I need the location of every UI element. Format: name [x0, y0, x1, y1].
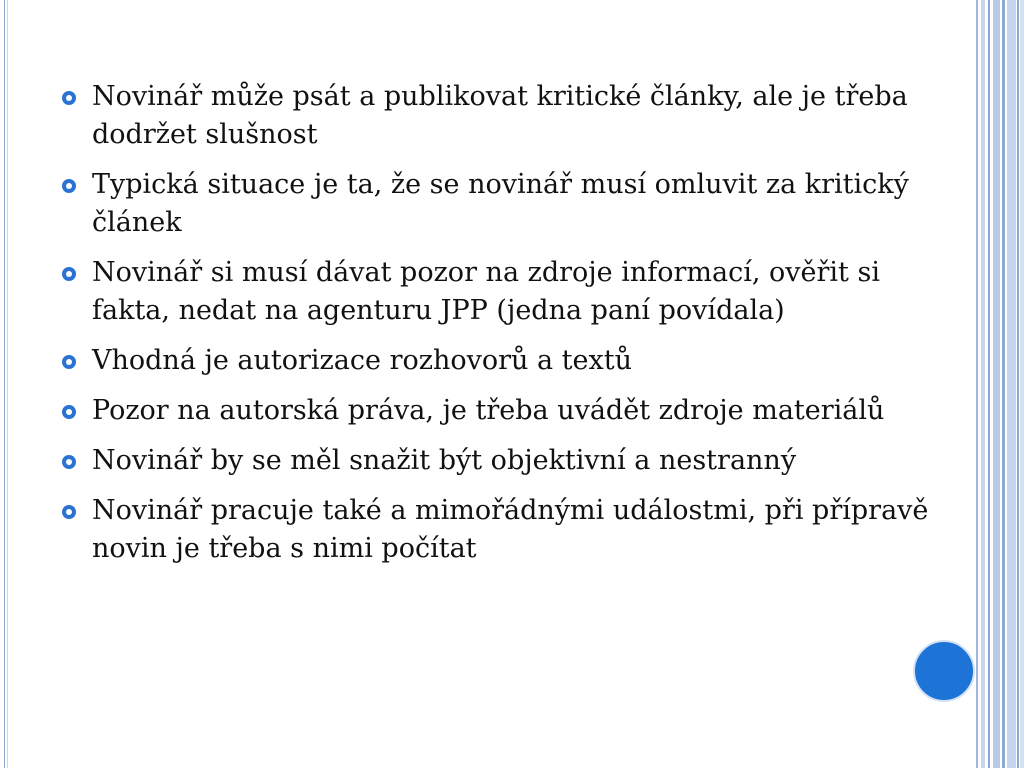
- ring-bullet-icon: [62, 267, 76, 281]
- bullet-text: Novinář může psát a publikovat kritické články, ale je třeba dodržet slušnost: [92, 81, 908, 150]
- right-stripe: [976, 0, 978, 768]
- right-stripe: [1020, 0, 1024, 768]
- bullet-text: Novinář by se měl snažit být objektivní a nestranný: [92, 445, 797, 476]
- bullet-text: Novinář si musí dávat pozor na zdroje informací, ověřit si fakta, nedat na agenturu JPP (jedna paní povídala): [92, 257, 880, 326]
- right-stripe: [1002, 0, 1005, 768]
- ring-bullet-icon: [62, 179, 76, 193]
- bullet-text: Novinář pracuje také a mimořádnými událostmi, při přípravě novin je třeba s nimi počítat: [92, 495, 929, 564]
- ring-bullet-icon: [62, 405, 76, 419]
- right-stripe: [1007, 0, 1016, 768]
- left-frame-line: [4, 0, 5, 768]
- ring-bullet-icon: [62, 355, 76, 369]
- right-stripe: [981, 0, 985, 768]
- list-item: [62, 442, 932, 480]
- list-item: [62, 166, 932, 242]
- list-item: [62, 392, 932, 430]
- bullet-text: Typická situace je ta, že se novinář musí omluvit za kritický článek: [92, 169, 909, 238]
- bullet-list: [62, 78, 932, 568]
- decorative-circle: [913, 640, 975, 702]
- bullet-text: Vhodná je autorizace rozhovorů a textů: [92, 345, 632, 376]
- list-item: [62, 78, 932, 154]
- ring-bullet-icon: [62, 455, 76, 469]
- right-stripe: [1017, 0, 1019, 768]
- left-frame-line-inner: [7, 0, 8, 768]
- right-stripe: [993, 0, 1000, 768]
- slide-content: [62, 78, 932, 580]
- list-item: [62, 342, 932, 380]
- ring-bullet-icon: [62, 91, 76, 105]
- list-item: [62, 254, 932, 330]
- bullet-text: Pozor na autorská práva, je třeba uvádět zdroje materiálů: [92, 395, 885, 426]
- list-item: [62, 492, 932, 568]
- right-stripe: [988, 0, 990, 768]
- ring-bullet-icon: [62, 505, 76, 519]
